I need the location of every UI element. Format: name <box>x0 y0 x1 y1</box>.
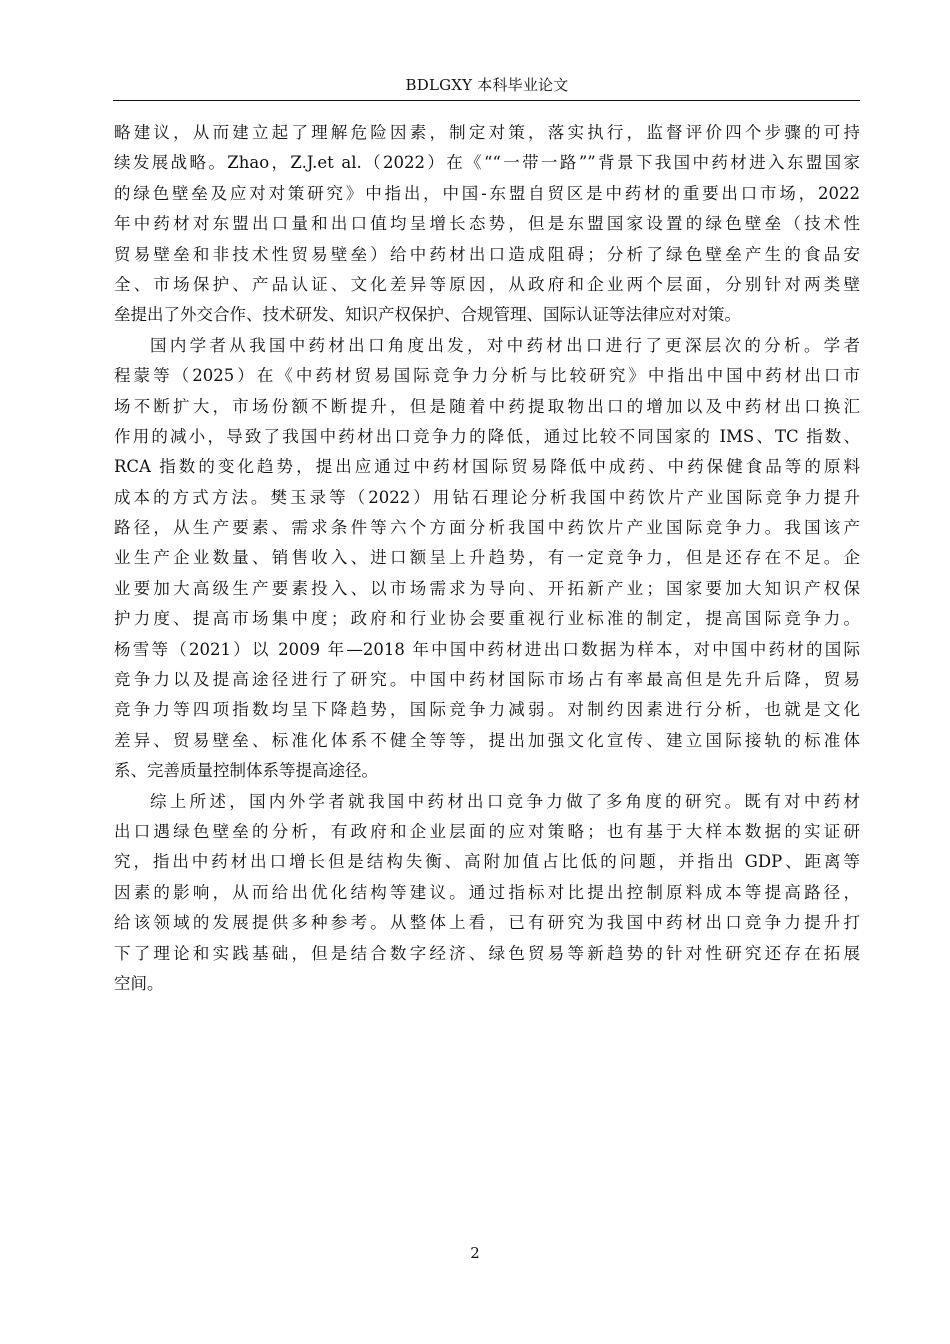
paragraph-1-line: 年中药材对东盟出口量和出口值均呈增长态势，但是东盟国家设置的绿色壁垒（技术性 <box>114 214 860 234</box>
paragraph-2-line: 路径，从生产要素、需求条件等六个方面分析我国中药饮片产业国际竞争力。我国该产 <box>114 518 860 538</box>
paragraph-2-line: 竞争力以及提高途径进行了研究。中国中药材国际市场占有率最高但是先升后降，贸易 <box>114 670 860 690</box>
paragraph-1-line: 全、市场保护、产品认证、文化差异等原因，从政府和企业两个层面，分别针对两类壁 <box>114 274 860 294</box>
paragraph-2-line: 国内学者从我国中药材出口角度出发，对中药材出口进行了更深层次的分析。学者 <box>150 335 860 355</box>
paragraph-2-line: 差异、贸易壁垒、标准化体系不健全等等，提出加强文化宣传、建立国际接轨的标准体 <box>114 730 860 750</box>
header-divider <box>113 100 860 101</box>
paragraph-1-line: 的绿色壁垒及应对对策研究》中指出，中国-东盟自贸区是中药材的重要出口市场，2022 <box>114 183 860 203</box>
paragraph-2-line: RCA 指数的变化趋势，提出应通过中药材国际贸易降低中成药、中药保健食品等的原料 <box>114 457 860 477</box>
paragraph-2-line: 成本的方式方法。樊玉录等（2022）用钻石理论分析我国中药饮片产业国际竞争力提升 <box>114 487 860 507</box>
paragraph-3-line: 究，指出中药材出口增长但是结构失衡、高附加值占比低的问题，并指出 GDP、距离等 <box>114 852 860 872</box>
paragraph-3-line: 出口遇绿色壁垒的分析，有政府和企业层面的应对策略；也有基于大样本数据的实证研 <box>114 821 860 841</box>
paragraph-2-line: 场不断扩大，市场份额不断提升，但是随着中药提取物出口的增加以及中药材出口换汇 <box>114 396 860 416</box>
paragraph-3-line: 下了理论和实践基础，但是结合数字经济、绿色贸易等新趋势的针对性研究还存在拓展 <box>114 943 860 963</box>
paragraph-2-line: 业要加大高级生产要素投入、以市场需求为导向、开拓新产业；国家要加大知识产权保 <box>114 578 860 598</box>
running-header: BDLGXY 本科毕业论文 <box>405 76 569 94</box>
paragraph-2-line: 杨雪等（2021）以 2009 年—2018 年中国中药材进出口数据为样本，对中国中药材的国际 <box>114 639 860 659</box>
paragraph-2-line: 系、完善质量控制体系等提高途径。 <box>114 761 378 781</box>
paragraph-1-line: 略建议，从而建立起了理解危险因素，制定对策，落实执行，监督评价四个步骤的可持 <box>114 123 860 142</box>
paragraph-2-line: 护力度、提高市场集中度；政府和行业协会要重视行业标准的制定，提高国际竞争力。 <box>114 609 860 629</box>
paragraph-3-line: 给该领域的发展提供多种参考。从整体上看，已有研究为我国中药材出口竞争力提升打 <box>114 913 860 933</box>
paragraph-3-line: 空间。 <box>114 973 164 993</box>
paragraph-3-line: 综上所述，国内外学者就我国中药材出口竞争力做了多角度的研究。既有对中药材 <box>150 791 860 811</box>
paragraph-2-line: 业生产企业数量、销售收入、进口额呈上升趋势，有一定竞争力，但是还存在不足。企 <box>114 548 860 568</box>
paragraph-1-line: 垒提出了外交合作、技术研发、知识产权保护、合规管理、国际认证等法律应对对策。 <box>114 305 741 325</box>
paragraph-2-line: 竞争力等四项指数均呈下降趋势，国际竞争力减弱。对制约因素进行分析，也就是文化 <box>114 700 860 720</box>
paragraph-3-line: 因素的影响，从而给出优化结构等建议。通过指标对比提出控制原料成本等提高路径， <box>114 882 860 902</box>
paragraph-2-line: 程蒙等（2025）在《中药材贸易国际竞争力分析与比较研究》中指出中国中药材出口市 <box>114 366 860 386</box>
paragraph-1-line: 续发展战略。Zhao，Z.J.et al.（2022）在《““一带一路””背景下我国中药材进入东盟国家 <box>114 153 860 173</box>
paragraph-2-line: 作用的减小，导致了我国中药材出口竞争力的降低，通过比较不同国家的 IMS、TC 指数、 <box>114 426 860 446</box>
body-text <box>114 118 860 999</box>
paragraph-1-line: 贸易壁垒和非技术性贸易壁垒）给中药材出口造成阻碍；分析了绿色壁垒产生的食品安 <box>114 244 860 264</box>
page-number: 2 <box>470 1244 480 1262</box>
